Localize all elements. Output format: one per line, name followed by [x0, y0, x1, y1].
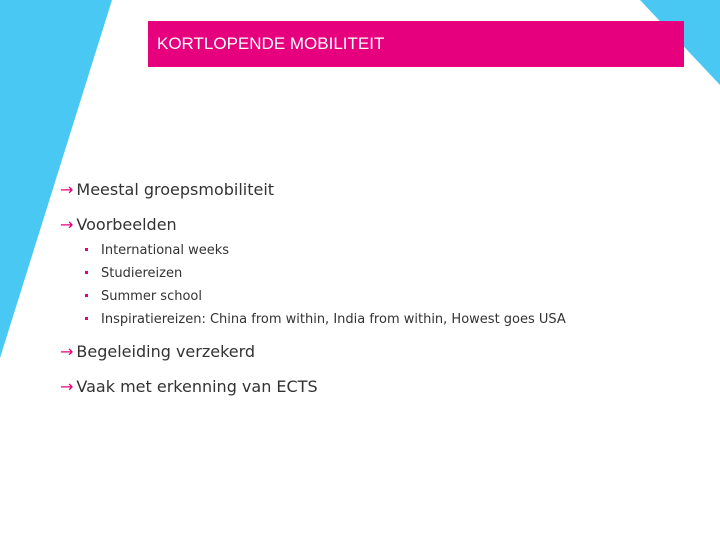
slide-title: KORTLOPENDE MOBILITEIT	[157, 34, 385, 53]
left-cyan-shape	[0, 0, 112, 358]
sub-bullet-item	[85, 312, 566, 327]
sub-bullet-text: Inspiratiereizen: China from within, India from within, Howest goes USA	[101, 312, 566, 327]
bullet-text: Meestal groepsmobiliteit	[76, 180, 275, 199]
square-bullet-icon	[85, 248, 88, 251]
sub-bullet-text: International weeks	[101, 243, 230, 258]
slide-title-bar	[148, 21, 684, 67]
square-bullet-icon	[85, 271, 88, 274]
bullet-text: Begeleiding verzekerd	[76, 342, 256, 361]
sub-bullet-item	[85, 289, 202, 304]
sub-bullet-item	[85, 266, 182, 281]
bullet-item	[60, 342, 255, 361]
arrow-right-icon: →	[60, 215, 74, 234]
sub-bullet-text: Studiereizen	[101, 266, 183, 281]
bullet-text: Voorbeelden	[76, 215, 177, 234]
bullet-item	[60, 180, 274, 199]
arrow-right-icon: →	[60, 377, 74, 396]
sub-bullet-item	[85, 243, 229, 258]
bullet-item	[60, 377, 318, 396]
sub-bullet-text: Summer school	[101, 289, 202, 304]
square-bullet-icon	[85, 317, 88, 320]
arrow-right-icon: →	[60, 342, 74, 361]
bullet-text: Vaak met erkenning van ECTS	[76, 377, 318, 396]
bullet-item	[60, 215, 177, 234]
square-bullet-icon	[85, 294, 88, 297]
arrow-right-icon: →	[60, 180, 74, 199]
